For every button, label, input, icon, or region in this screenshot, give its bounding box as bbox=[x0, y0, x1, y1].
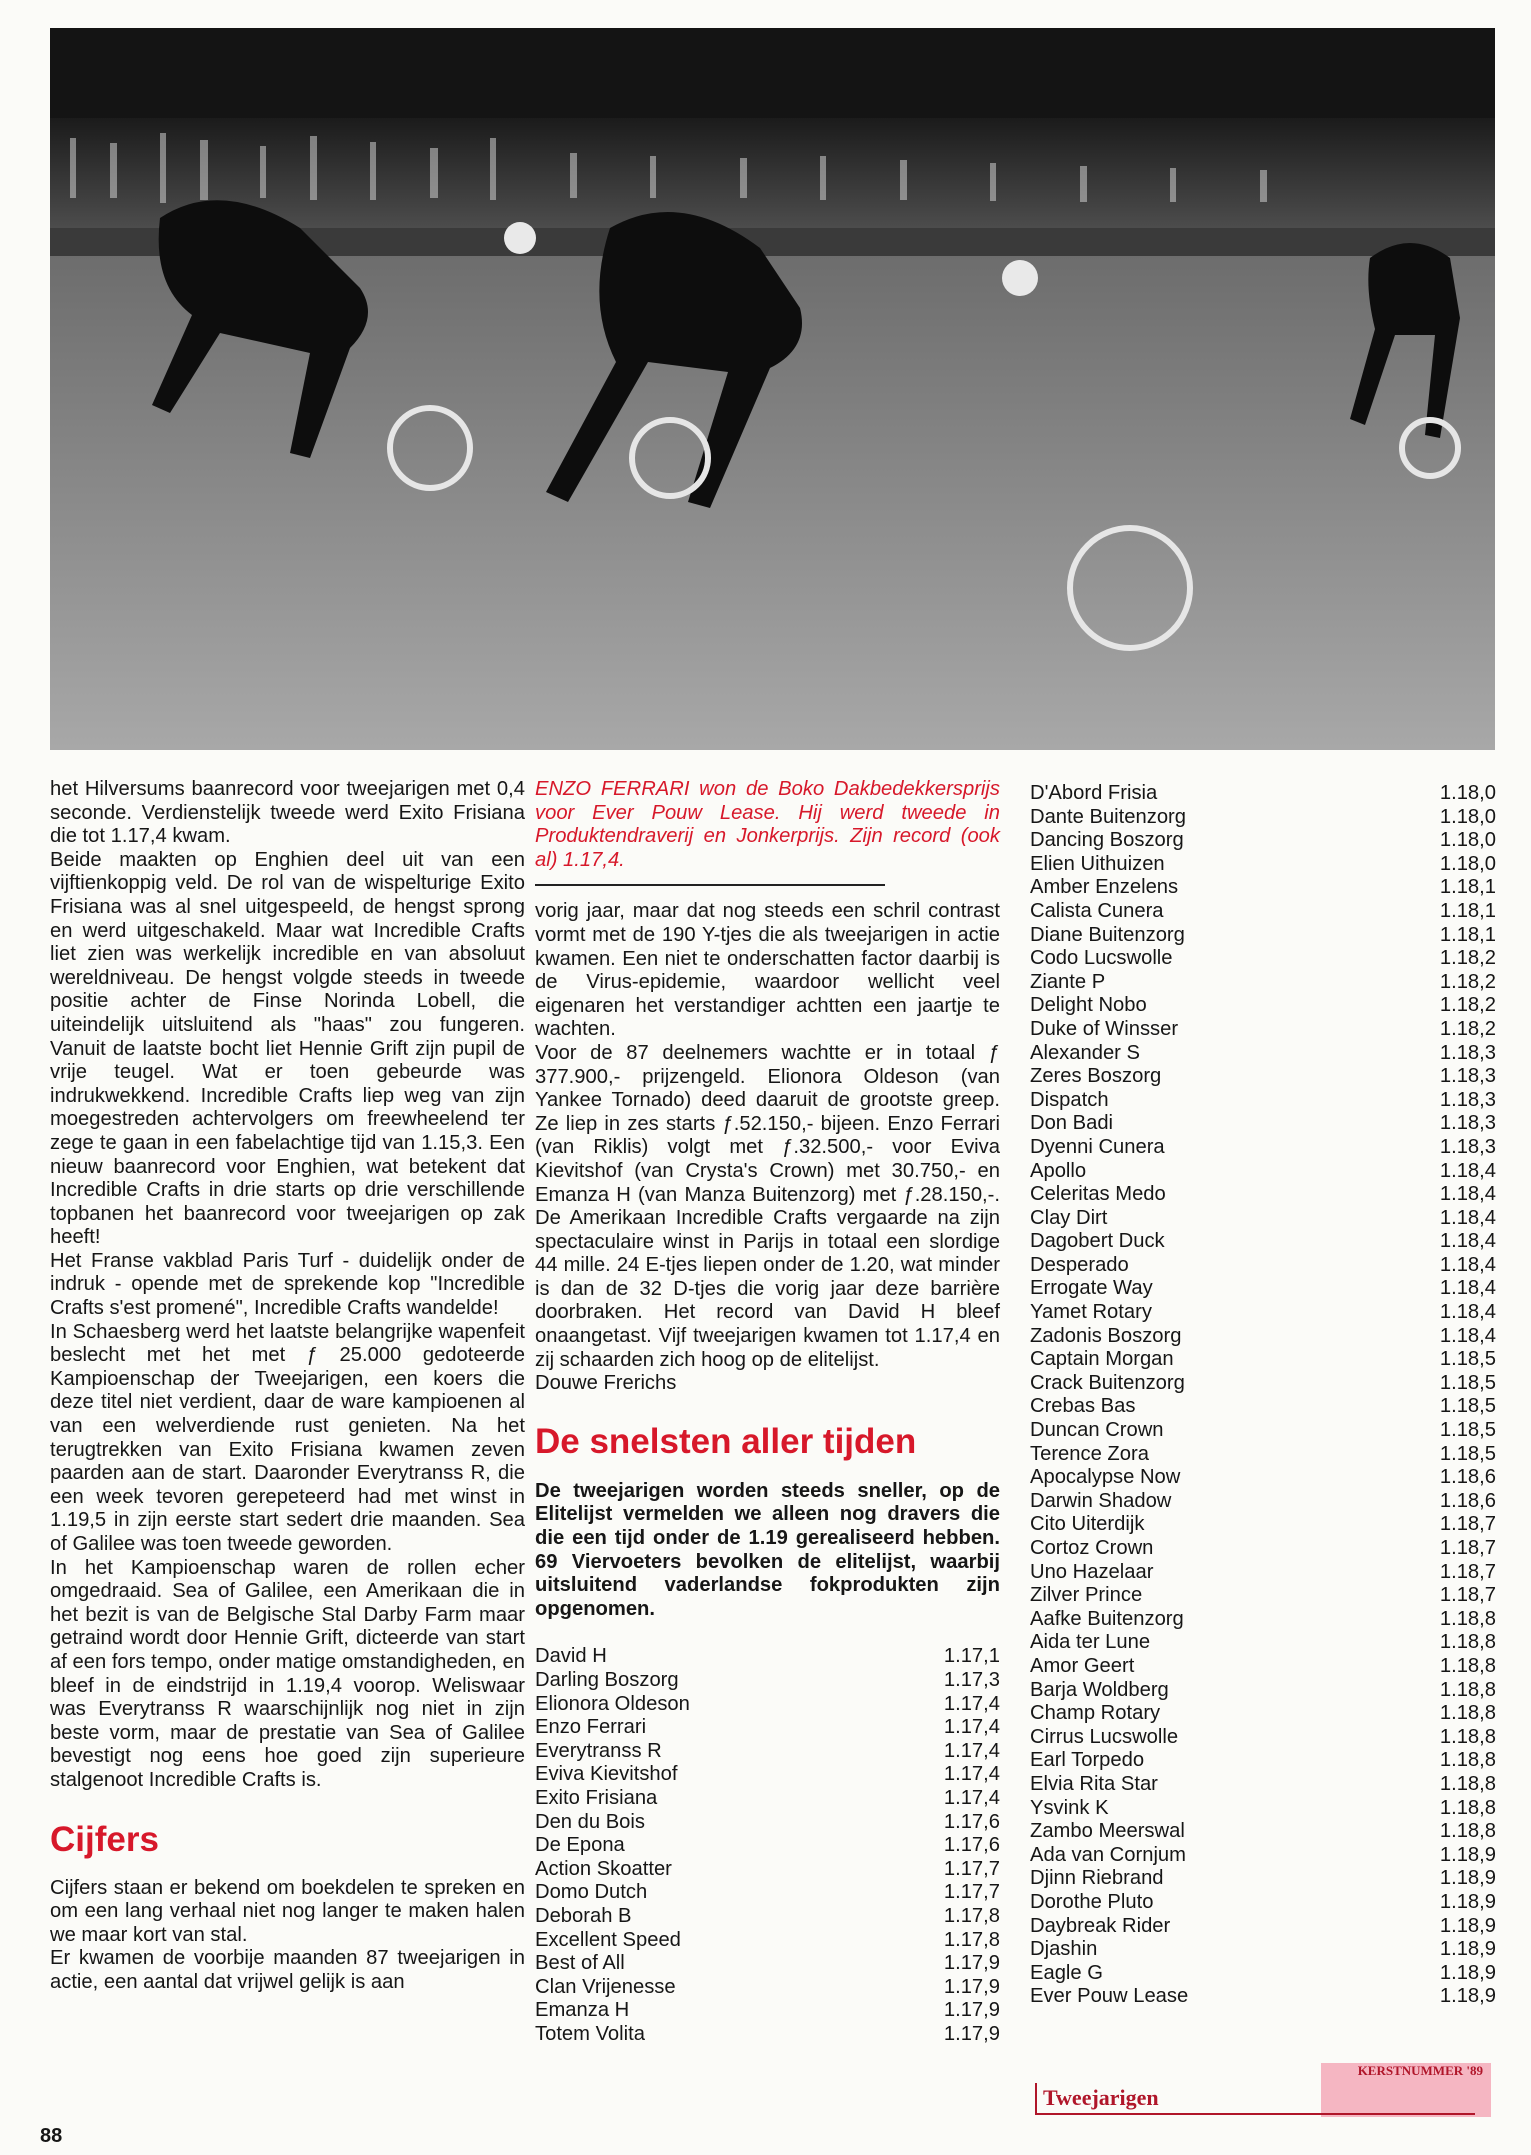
record-time: 1.18,4 bbox=[1439, 1253, 1496, 1276]
photo-caption: ENZO FERRARI won de Boko Dakbedekkersprijs voor Ever Pouw Lease. Hij werd tweede in Produktendraverij en Jonkerprijs. Zijn record (ook al) 1.17,4. bbox=[535, 778, 1000, 871]
list-item bbox=[1030, 947, 1496, 971]
horse-name: Don Badi bbox=[1030, 1112, 1114, 1135]
horse-name: Djinn Riebrand bbox=[1030, 1867, 1164, 1890]
list-item bbox=[1030, 1160, 1496, 1184]
horse-name: Zadonis Boszorg bbox=[1030, 1324, 1182, 1347]
list-item bbox=[1030, 1820, 1496, 1844]
list-item bbox=[1030, 1513, 1496, 1537]
list-item bbox=[1030, 1797, 1496, 1821]
section-heading-snelsten: De snelsten aller tijden bbox=[535, 1421, 917, 1461]
list-item bbox=[1030, 1915, 1496, 1939]
record-time: 1.18,4 bbox=[1439, 1277, 1496, 1300]
author-signature: Douwe Frerichs bbox=[535, 1372, 677, 1395]
list-item bbox=[1030, 1065, 1496, 1089]
horse-name: Djashin bbox=[1030, 1938, 1098, 1961]
list-item bbox=[1030, 1985, 1496, 2009]
horse-name: Alexander S bbox=[1030, 1041, 1140, 1064]
record-time: 1.18,8 bbox=[1439, 1772, 1496, 1795]
record-time: 1.18,8 bbox=[1439, 1702, 1496, 1725]
horse-name: Duke of Winsser bbox=[1030, 1017, 1179, 1040]
horse-name: Dispatch bbox=[1030, 1088, 1109, 1111]
record-time: 1.18,8 bbox=[1439, 1725, 1496, 1748]
record-time: 1.18,5 bbox=[1439, 1419, 1496, 1442]
list-item bbox=[535, 1787, 1000, 1811]
horse-name: Dancing Boszorg bbox=[1030, 829, 1184, 852]
list-item bbox=[535, 1858, 1000, 1882]
race-photo-illustration bbox=[50, 28, 1495, 750]
body-paragraph: het Hilversums baanrecord voor tweejarigen met 0,4 seconde. Verdienstelijk tweede werd Exito Frisiana die tot 1.17,4 kwam. bbox=[50, 778, 525, 848]
horse-name: Barja Woldberg bbox=[1030, 1678, 1169, 1701]
record-time: 1.18,7 bbox=[1439, 1584, 1496, 1607]
record-time: 1.18,4 bbox=[1439, 1183, 1496, 1206]
body-paragraph: Voor de 87 deelnemers wachtte er in totaal ƒ 377.900,- prijzengeld. Elionora Oldeson (van Yankee Tornado) deed daaruit de grootste greep. Ze liep in zes starts ƒ.52.150,- bijeen. Enzo Ferrari (van Riklis) volgt met ƒ.32.500,- voor Eviva Kievitshof (van Crysta's Crown) met 30.750,- en Emanza H (van Manza Buitenzorg) met ƒ.28.150,-. De Amerikaan Incredible Crafts vergaarde na zijn spectaculaire winst in Parijs in totaal een slordige 44 mille. 24 E-tjes liepen onder de 1.20, wat minder is dan de 32 D-tjes die vorig jaar deze barrière doorbraken. Het record van David H bleef onaangetast. Vijf tweejarigen kwamen tot 1.17,4 en zij schaarden zich hoog op de elitelijst. bbox=[535, 1041, 1000, 1371]
list-item bbox=[1030, 1584, 1496, 1608]
list-item bbox=[1030, 1112, 1496, 1136]
record-time: 1.18,9 bbox=[1439, 1843, 1496, 1866]
list-item bbox=[1030, 1867, 1496, 1891]
horse-name: Cito Uiterdijk bbox=[1030, 1513, 1145, 1536]
record-time: 1.18,3 bbox=[1439, 1088, 1496, 1111]
horse-name: Best of All bbox=[535, 1952, 625, 1975]
list-item bbox=[1030, 1679, 1496, 1703]
horse-name: Eviva Kievitshof bbox=[535, 1763, 678, 1786]
list-item bbox=[535, 1952, 1000, 1976]
race-photo bbox=[50, 28, 1495, 750]
record-time: 1.18,1 bbox=[1439, 923, 1496, 946]
list-item bbox=[1030, 1183, 1496, 1207]
list-item bbox=[1030, 1962, 1496, 1986]
horse-name: Dante Buitenzorg bbox=[1030, 805, 1186, 828]
record-time: 1.18,9 bbox=[1439, 1961, 1496, 1984]
list-item bbox=[535, 1905, 1000, 1929]
column-3 bbox=[1030, 782, 1496, 2009]
horse-name: Ada van Cornjum bbox=[1030, 1843, 1186, 1866]
list-item bbox=[1030, 1844, 1496, 1868]
record-time: 1.18,7 bbox=[1439, 1513, 1496, 1536]
horse-name: Crack Buitenzorg bbox=[1030, 1371, 1185, 1394]
list-item bbox=[1030, 1089, 1496, 1113]
list-item bbox=[1030, 1466, 1496, 1490]
list-item bbox=[535, 1716, 1000, 1740]
horse-name: Dagobert Duck bbox=[1030, 1230, 1165, 1253]
horse-name: Uno Hazelaar bbox=[1030, 1560, 1154, 1583]
record-time: 1.18,6 bbox=[1439, 1489, 1496, 1512]
page-number: 88 bbox=[40, 2125, 63, 2147]
list-item bbox=[1030, 1938, 1496, 1962]
horse-name: Amor Geert bbox=[1030, 1654, 1135, 1677]
list-item bbox=[535, 1834, 1000, 1858]
record-time: 1.18,7 bbox=[1439, 1560, 1496, 1583]
list-item bbox=[1030, 1608, 1496, 1632]
record-time: 1.18,2 bbox=[1439, 947, 1496, 970]
horse-name: Emanza H bbox=[535, 1999, 630, 2022]
horse-name: Elien Uithuizen bbox=[1030, 852, 1165, 875]
record-time: 1.18,5 bbox=[1439, 1395, 1496, 1418]
horse-name: Duncan Crown bbox=[1030, 1419, 1164, 1442]
list-item bbox=[1030, 876, 1496, 900]
list-item bbox=[1030, 1631, 1496, 1655]
record-time: 1.18,8 bbox=[1439, 1631, 1496, 1654]
record-time: 1.17,7 bbox=[943, 1857, 1000, 1880]
list-item bbox=[1030, 994, 1496, 1018]
record-time: 1.17,6 bbox=[943, 1810, 1000, 1833]
section-label: Tweejarigen bbox=[1043, 2085, 1159, 2110]
list-item bbox=[535, 1763, 1000, 1787]
list-item bbox=[1030, 1301, 1496, 1325]
record-time: 1.17,4 bbox=[943, 1716, 1000, 1739]
record-time: 1.18,5 bbox=[1439, 1442, 1496, 1465]
section-heading-cijfers: Cijfers bbox=[50, 1819, 159, 1859]
horse-name: Action Skoatter bbox=[535, 1857, 672, 1880]
record-time: 1.18,4 bbox=[1439, 1324, 1496, 1347]
list-item bbox=[535, 1645, 1000, 1669]
list-item bbox=[1030, 1254, 1496, 1278]
horse-name: Calista Cunera bbox=[1030, 899, 1164, 922]
list-item bbox=[1030, 1773, 1496, 1797]
horse-name: Apocalypse Now bbox=[1030, 1466, 1181, 1489]
body-paragraph: Er kwamen de voorbije maanden 87 tweejarigen in actie, een aantal dat vrijwel gelijk is aan bbox=[50, 1947, 525, 1993]
record-time: 1.17,8 bbox=[943, 1928, 1000, 1951]
horse-name: Ever Pouw Lease bbox=[1030, 1985, 1189, 2008]
list-item bbox=[535, 1693, 1000, 1717]
list-item bbox=[1030, 1702, 1496, 1726]
horse-name: Zambo Meerswal bbox=[1030, 1820, 1185, 1843]
horse-name: Dorothe Pluto bbox=[1030, 1890, 1154, 1913]
horse-name: Aafke Buitenzorg bbox=[1030, 1607, 1184, 1630]
record-time: 1.17,9 bbox=[943, 1975, 1000, 1998]
horse-name: Darwin Shadow bbox=[1030, 1489, 1172, 1512]
record-time: 1.18,1 bbox=[1439, 899, 1496, 922]
horse-name: Deborah B bbox=[535, 1904, 632, 1927]
horse-name: Exito Frisiana bbox=[535, 1786, 658, 1809]
horse-name: Excellent Speed bbox=[535, 1928, 681, 1951]
horse-name: Darling Boszorg bbox=[535, 1669, 679, 1691]
horse-name: Cortoz Crown bbox=[1030, 1537, 1154, 1559]
horse-name: Zilver Prince bbox=[1030, 1584, 1143, 1607]
horse-name: Captain Morgan bbox=[1030, 1348, 1174, 1371]
horse-name: Dyenni Cunera bbox=[1030, 1135, 1165, 1158]
horse-name: David H bbox=[535, 1645, 607, 1668]
list-item bbox=[535, 1811, 1000, 1835]
horse-name: Desperado bbox=[1030, 1253, 1129, 1276]
horse-name: Ziante P bbox=[1030, 970, 1106, 993]
record-time: 1.18,0 bbox=[1439, 829, 1496, 852]
list-item bbox=[1030, 1042, 1496, 1066]
record-time: 1.17,8 bbox=[943, 1904, 1000, 1927]
horse-name: Celeritas Medo bbox=[1030, 1183, 1166, 1206]
list-item bbox=[1030, 1561, 1496, 1585]
list-item bbox=[1030, 1419, 1496, 1443]
list-item bbox=[1030, 1443, 1496, 1467]
record-time: 1.17,4 bbox=[943, 1763, 1000, 1786]
record-time: 1.18,4 bbox=[1439, 1301, 1496, 1324]
horse-name: Enzo Ferrari bbox=[535, 1716, 647, 1739]
list-item bbox=[535, 1999, 1000, 2023]
record-time: 1.18,5 bbox=[1439, 1371, 1496, 1394]
record-time: 1.18,2 bbox=[1439, 994, 1496, 1017]
record-time: 1.18,3 bbox=[1439, 1135, 1496, 1158]
body-paragraph: In het Kampioenschap waren de rollen echer omgedraaid. Sea of Galilee, een Amerikaan die in het bezit is van de Belgische Stal Darby Farm maar getraind wordt door Hennie Grift, dicteerde van start af een fors tempo, onder matige omstandigheden, en bleef in de eindstrijd in 1.19,4 voorop. Weliswaar was Everytranss R waarschijnlijk nog niet in zijn beste vorm, maar de prestatie van Sea of Galilee bevestigt nog eens hoe goed zijn superieure stalgenoot Incredible Crafts is. bbox=[50, 1556, 525, 1791]
horse-name: Clan Vrijenesse bbox=[535, 1975, 676, 1998]
elite-list-part-2 bbox=[1030, 782, 1496, 2009]
record-time: 1.18,6 bbox=[1439, 1466, 1496, 1489]
list-item bbox=[535, 1740, 1000, 1764]
horse-name: Elvia Rita Star bbox=[1030, 1772, 1158, 1795]
record-time: 1.18,2 bbox=[1439, 970, 1496, 993]
horse-name: Den du Bois bbox=[535, 1810, 645, 1833]
record-time: 1.17,6 bbox=[943, 1834, 1000, 1857]
record-time: 1.18,4 bbox=[1439, 1230, 1496, 1253]
elite-list-part-1 bbox=[535, 1645, 1000, 2046]
list-item bbox=[1030, 1749, 1496, 1773]
horse-name: Diane Buitenzorg bbox=[1030, 923, 1185, 946]
list-item bbox=[1030, 1325, 1496, 1349]
list-item bbox=[1030, 829, 1496, 853]
horse-name: Totem Volita bbox=[535, 2022, 645, 2045]
record-time: 1.18,8 bbox=[1439, 1749, 1496, 1772]
record-time: 1.18,8 bbox=[1439, 1607, 1496, 1630]
record-time: 1.18,3 bbox=[1439, 1041, 1496, 1064]
horse-name: Terence Zora bbox=[1030, 1442, 1149, 1465]
horse-name: Yamet Rotary bbox=[1030, 1301, 1152, 1324]
list-item bbox=[535, 1669, 1000, 1693]
footer-rule bbox=[1035, 2113, 1475, 2115]
list-item bbox=[535, 1976, 1000, 2000]
record-time: 1.18,9 bbox=[1439, 1985, 1496, 2008]
horse-name: D'Abord Frisia bbox=[1030, 782, 1158, 804]
list-item bbox=[535, 1929, 1000, 1953]
record-time: 1.18,9 bbox=[1439, 1938, 1496, 1961]
record-time: 1.17,9 bbox=[943, 1999, 1000, 2022]
list-item bbox=[1030, 1891, 1496, 1915]
body-paragraph: Cijfers staan er bekend om boekdelen te spreken en om een lang verhaal niet nog langer te maken halen we maar kort van stal. bbox=[50, 1876, 525, 1946]
list-item bbox=[1030, 1537, 1496, 1561]
record-time: 1.18,9 bbox=[1439, 1867, 1496, 1890]
record-time: 1.18,8 bbox=[1439, 1678, 1496, 1701]
list-item bbox=[1030, 1726, 1496, 1750]
list-item bbox=[1030, 1348, 1496, 1372]
list-item bbox=[535, 2023, 1000, 2047]
list-item bbox=[1030, 1655, 1496, 1679]
record-time: 1.17,3 bbox=[943, 1669, 1000, 1691]
record-time: 1.18,5 bbox=[1439, 1348, 1496, 1371]
horse-name: Zeres Boszorg bbox=[1030, 1065, 1162, 1088]
horse-name: Eagle G bbox=[1030, 1961, 1103, 1984]
list-item bbox=[1030, 1136, 1496, 1160]
record-time: 1.18,8 bbox=[1439, 1654, 1496, 1677]
horse-name: Apollo bbox=[1030, 1159, 1087, 1182]
record-time: 1.17,9 bbox=[943, 2022, 1000, 2045]
record-time: 1.18,1 bbox=[1439, 876, 1496, 899]
list-item bbox=[1030, 1395, 1496, 1419]
column-2 bbox=[535, 778, 1000, 2047]
horse-name: Amber Enzelens bbox=[1030, 876, 1179, 899]
horse-name: Daybreak Rider bbox=[1030, 1914, 1171, 1937]
record-time: 1.17,4 bbox=[943, 1692, 1000, 1715]
list-item bbox=[1030, 853, 1496, 877]
horse-name: Everytranss R bbox=[535, 1739, 662, 1762]
horse-name: Cirrus Lucswolle bbox=[1030, 1725, 1179, 1748]
record-time: 1.18,8 bbox=[1439, 1820, 1496, 1843]
list-item bbox=[1030, 900, 1496, 924]
footer-bracket bbox=[1035, 2083, 1037, 2115]
issue-label: KERSTNUMMER '89 bbox=[1357, 2063, 1483, 2078]
record-time: 1.18,0 bbox=[1439, 782, 1496, 804]
record-time: 1.17,4 bbox=[943, 1786, 1000, 1809]
horse-name: Crebas Bas bbox=[1030, 1395, 1136, 1418]
horse-name: Champ Rotary bbox=[1030, 1702, 1161, 1725]
record-time: 1.18,4 bbox=[1439, 1206, 1496, 1229]
record-time: 1.18,4 bbox=[1439, 1159, 1496, 1182]
list-item bbox=[1030, 1372, 1496, 1396]
record-time: 1.18,3 bbox=[1439, 1065, 1496, 1088]
horse-name: Codo Lucswolle bbox=[1030, 947, 1173, 970]
record-time: 1.18,9 bbox=[1439, 1890, 1496, 1913]
list-item bbox=[1030, 1207, 1496, 1231]
list-item bbox=[1030, 782, 1496, 806]
list-item bbox=[1030, 1018, 1496, 1042]
list-item bbox=[1030, 971, 1496, 995]
horse-name: Ysvink K bbox=[1030, 1796, 1109, 1819]
horse-name: Elionora Oldeson bbox=[535, 1692, 690, 1715]
caption-divider bbox=[535, 884, 885, 886]
body-paragraph: Beide maakten op Enghien deel uit van een vijftienkoppig veld. De rol van de wispelturige Exito Frisiana was al snel uitgespeeld, de hengst sprong en werd uitgeschakeld. Maar wat Incredible Crafts liet zien was werkelijk incredible en van absoluut wereldniveau. De hengst volgde steeds in tweede positie achter de Finse Norinda Lobell, die uiteindelijk uitsluitend als "haas" zou fungeren. Vanuit de laatste bocht liet Hennie Grift zijn pupil de vrije teugel. Wat er toen gebeurde was indrukwekkend. Incredible Crafts liep weg van zijn moegestreden achtervolgers om freewheelend ter zege te gaan in een fabelachtige tijd van 1.15,3. Een nieuw baanrecord voor Enghien, wat betekent dat Incredible Crafts in drie starts op drie verschillende topbanen het baanrecord voor tweejarigen op zak heeft! bbox=[50, 848, 525, 1249]
horse-name: Errogate Way bbox=[1030, 1277, 1153, 1300]
record-time: 1.18,0 bbox=[1439, 852, 1496, 875]
horse-name: Domo Dutch bbox=[535, 1881, 648, 1904]
record-time: 1.18,0 bbox=[1439, 805, 1496, 828]
list-item bbox=[1030, 1230, 1496, 1254]
page-footer bbox=[1035, 2063, 1491, 2123]
body-paragraph: Het Franse vakblad Paris Turf - duidelijk onder de indruk - opende met de sprekende kop "Incredible Crafts s'est promené", Incredible Crafts wandelde! bbox=[50, 1249, 525, 1320]
record-time: 1.18,8 bbox=[1439, 1796, 1496, 1819]
horse-name: Clay Dirt bbox=[1030, 1206, 1108, 1229]
record-time: 1.17,7 bbox=[943, 1881, 1000, 1904]
horse-name: Earl Torpedo bbox=[1030, 1749, 1145, 1772]
body-paragraph: vorig jaar, maar dat nog steeds een schril contrast vormt met de 190 Y-tjes die als tweejarigen in actie kwamen. Een niet te onderschatten factor daarbij is de Virus-epidemie, waardoor wellicht veel eigenaren het verstandiger achtten een jaartje te wachten. bbox=[535, 900, 1000, 1041]
record-time: 1.18,3 bbox=[1439, 1112, 1496, 1135]
record-time: 1.17,4 bbox=[943, 1739, 1000, 1762]
horse-name: Delight Nobo bbox=[1030, 994, 1147, 1017]
list-item bbox=[1030, 1490, 1496, 1514]
record-time: 1.18,9 bbox=[1439, 1914, 1496, 1937]
horse-name: De Epona bbox=[535, 1834, 625, 1857]
body-paragraph: In Schaesberg werd het laatste belangrijke wapenfeit beslecht met het met ƒ 25.000 gedoteerde Kampioenschap der Tweejarigen, een koers die deze titel niet verdient, daar de ware kampioenen al van een welverdiende rust genieten. Na het terugtrekken van Exito Frisiana kwamen zeven paarden aan de start. Daaronder Everytranss R, die een week tevoren gerepeteerd had met winst in 1.19,5 in zijn eerste start sedert drie maanden. Sea of Galilee was toen tweede geworden. bbox=[50, 1320, 525, 1555]
column-1 bbox=[50, 778, 525, 1995]
record-time: 1.18,7 bbox=[1439, 1537, 1496, 1559]
record-time: 1.18,2 bbox=[1439, 1017, 1496, 1040]
record-time: 1.17,9 bbox=[943, 1952, 1000, 1975]
list-item bbox=[1030, 806, 1496, 830]
list-item bbox=[1030, 924, 1496, 948]
list-item bbox=[535, 1881, 1000, 1905]
list-item bbox=[1030, 1277, 1496, 1301]
horse-name: Aida ter Lune bbox=[1030, 1631, 1151, 1654]
intro-paragraph: De tweejarigen worden steeds sneller, op de Elitelijst vermelden we alleen nog dravers die die een tijd onder de 1.19 gerealiseerd hebben. 69 Viervoeters bevolken de elitelijst, waarbij uitsluitend vaderlandse fokprodukten zijn opgenomen. bbox=[535, 1479, 1000, 1620]
record-time: 1.17,1 bbox=[943, 1645, 1000, 1668]
